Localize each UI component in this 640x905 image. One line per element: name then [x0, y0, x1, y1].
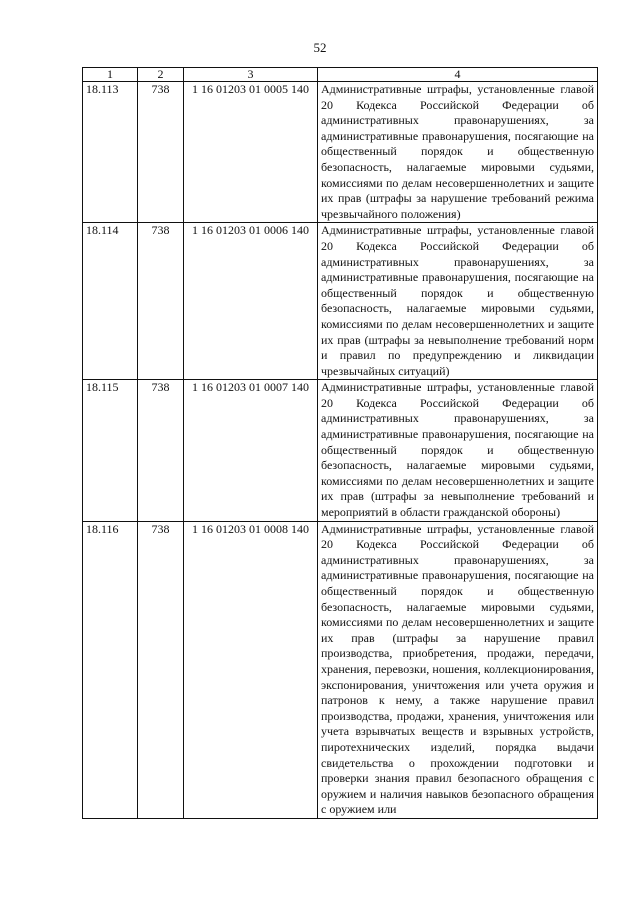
column-header-3: 3 [184, 68, 318, 82]
page-number: 52 [313, 40, 327, 55]
admin-code: 738 [138, 380, 184, 521]
table-row [83, 380, 598, 521]
column-header-1: 1 [83, 68, 138, 82]
kbk-code: 1 16 01203 01 0008 140 [184, 521, 318, 818]
row-number: 18.113 [83, 82, 138, 223]
admin-code: 738 [138, 223, 184, 380]
table-row [83, 521, 598, 818]
row-number: 18.115 [83, 380, 138, 521]
admin-code: 738 [138, 82, 184, 223]
kbk-code: 1 16 01203 01 0005 140 [184, 82, 318, 223]
table-row [83, 223, 598, 380]
row-number: 18.116 [83, 521, 138, 818]
row-description: Административные штрафы, установленные главой 20 Кодекса Российской Федерации об административных правонарушениях, за административные правонарушения, посягающие на общественный порядок и общественную безопасность, налагаемые мировыми судьями, комиссиями по делам несовершеннолетних и защите их прав (штрафы за невыполнение требований и мероприятий в области гражданской обороны) [318, 380, 598, 521]
table-header [83, 68, 598, 82]
budget-classification-table [82, 67, 598, 819]
kbk-code: 1 16 01203 01 0006 140 [184, 223, 318, 380]
kbk-code: 1 16 01203 01 0007 140 [184, 380, 318, 521]
table-row [83, 82, 598, 223]
table-header-row [83, 68, 598, 82]
admin-code: 738 [138, 521, 184, 818]
row-number: 18.114 [83, 223, 138, 380]
row-description: Административные штрафы, установленные главой 20 Кодекса Российской Федерации об административных правонарушениях, за административные правонарушения, посягающие на общественный порядок и общественную безопасность, налагаемые мировыми судьями, комиссиями по делам несовершеннолетних и защите их прав (штрафы за нарушение правил производства, приобретения, продажи, передачи, хранения, перевозки, ношения, коллекционирования, экспонирования, уничтожения или учета оружия и патронов к нему, а также нарушение правил производства, продажи, хранения, уничтожения или учета взрывчатых веществ и взрывных устройств, пиротехнических изделий, порядка выдачи свидетельства о прохождении подготовки и проверки знания правил безопасного обращения с оружием и наличия навыков безопасного обращения с оружием или [318, 521, 598, 818]
row-description: Административные штрафы, установленные главой 20 Кодекса Российской Федерации об административных правонарушениях, за административные правонарушения, посягающие на общественный порядок и общественную безопасность, налагаемые мировыми судьями, комиссиями по делам несовершеннолетних и защите их прав (штрафы за невыполнение требований норм и правил по предупреждению и ликвидации чрезвычайных ситуаций) [318, 223, 598, 380]
row-description: Административные штрафы, установленные главой 20 Кодекса Российской Федерации об административных правонарушениях, за административные правонарушения, посягающие на общественный порядок и общественную безопасность, налагаемые мировыми судьями, комиссиями по делам несовершеннолетних и защите их прав (штрафы за нарушение требований режима чрезвычайного положения) [318, 82, 598, 223]
column-header-4: 4 [318, 68, 598, 82]
column-header-2: 2 [138, 68, 184, 82]
